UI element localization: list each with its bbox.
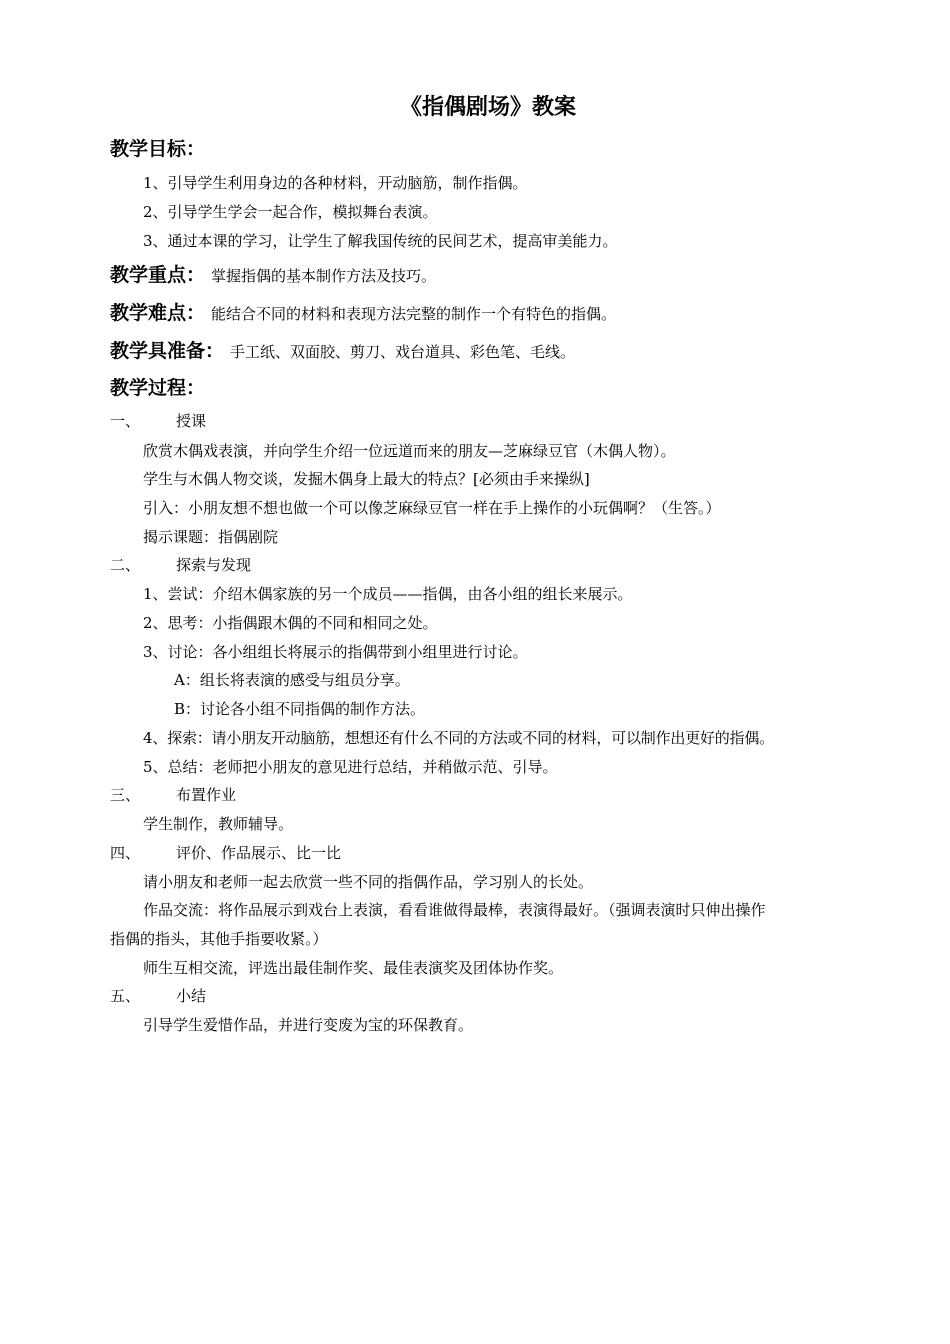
section-1-number: 一、	[110, 412, 141, 430]
key-point-heading: 教学重点：	[110, 264, 206, 286]
section-4-line-3: 指偶的指头，其他手指要收紧。）	[110, 930, 328, 948]
goals-heading: 教学目标：	[110, 138, 206, 160]
section-2-title: 探索与发现	[176, 556, 252, 574]
section-3-title: 布置作业	[176, 786, 237, 804]
section-2-line-7: 5、总结：老师把小朋友的意见进行总结，并稍做示范、引导。	[143, 758, 558, 776]
section-5-title: 小结	[176, 987, 207, 1005]
section-1-line-2: 学生与木偶人物交谈，发掘木偶身上最大的特点？[必须由手来操纵]	[143, 470, 590, 488]
section-3-line-1: 学生制作，教师辅导。	[143, 815, 294, 833]
process-heading: 教学过程：	[110, 377, 206, 399]
section-2-line-4: A：组长将表演的感受与组员分享。	[174, 671, 410, 689]
section-1-line-1: 欣赏木偶戏表演，并向学生介绍一位远道而来的朋友—芝麻绿豆官（木偶人物）。	[143, 442, 676, 460]
section-2-line-2: 2、思考：小指偶跟木偶的不同和相同之处。	[143, 614, 438, 632]
key-point-text: 掌握指偶的基本制作方法及技巧。	[211, 267, 437, 285]
materials-heading: 教学具准备：	[110, 340, 225, 362]
goal-item-2: 2、引导学生学会一起合作，模拟舞台表演。	[143, 203, 438, 221]
goal-item-3: 3、通过本课的学习，让学生了解我国传统的民间艺术，提高审美能力。	[143, 232, 618, 250]
section-5-line-1: 引导学生爱惜作品，并进行变废为宝的环保教育。	[143, 1016, 474, 1034]
section-1-line-4: 揭示课题：指偶剧院	[143, 528, 279, 546]
section-2-line-6: 4、探索：请小朋友开动脑筋，想想还有什么不同的方法或不同的材料，可以制作出更好的指偶。	[143, 729, 774, 747]
difficulty-text: 能结合不同的材料和表现方法完整的制作一个有特色的指偶。	[211, 305, 617, 323]
section-4-title: 评价、作品展示、比一比	[176, 844, 342, 862]
section-4-line-4: 师生互相交流，评选出最佳制作奖、最佳表演奖及团体协作奖。	[143, 959, 564, 977]
document-title: 《指偶剧场》教案	[399, 95, 576, 120]
section-1-line-3: 引入：小朋友想不想也做一个可以像芝麻绿豆官一样在手上操作的小玩偶啊？（生答。）	[143, 499, 721, 517]
section-3-number: 三、	[110, 786, 141, 804]
section-2-line-1: 1、尝试：介绍木偶家族的另一个成员——指偶，由各小组的组长来展示。	[143, 585, 633, 603]
key-point-row	[110, 263, 436, 288]
materials-row	[110, 339, 575, 364]
section-2-line-3: 3、讨论：各小组组长将展示的指偶带到小组里进行讨论。	[143, 643, 528, 661]
section-2-line-5: B：讨论各小组不同指偶的制作方法。	[174, 700, 426, 718]
difficulty-heading: 教学难点：	[110, 302, 206, 324]
goal-item-1: 1、引导学生利用身边的各种材料，开动脑筋，制作指偶。	[143, 174, 528, 192]
section-4-number: 四、	[110, 844, 141, 862]
section-4-line-1: 请小朋友和老师一起去欣赏一些不同的指偶作品，学习别人的长处。	[143, 873, 594, 891]
section-2-number: 二、	[110, 556, 141, 574]
difficulty-row	[110, 301, 616, 326]
section-5-number: 五、	[110, 987, 141, 1005]
section-1-title: 授课	[176, 412, 207, 430]
section-4-line-2: 作品交流：将作品展示到戏台上表演，看看谁做得最棒，表演得最好。（强调表演时只伸出操作	[143, 901, 766, 919]
materials-text: 手工纸、双面胶、剪刀、戏台道具、彩色笔、毛线。	[230, 343, 576, 361]
